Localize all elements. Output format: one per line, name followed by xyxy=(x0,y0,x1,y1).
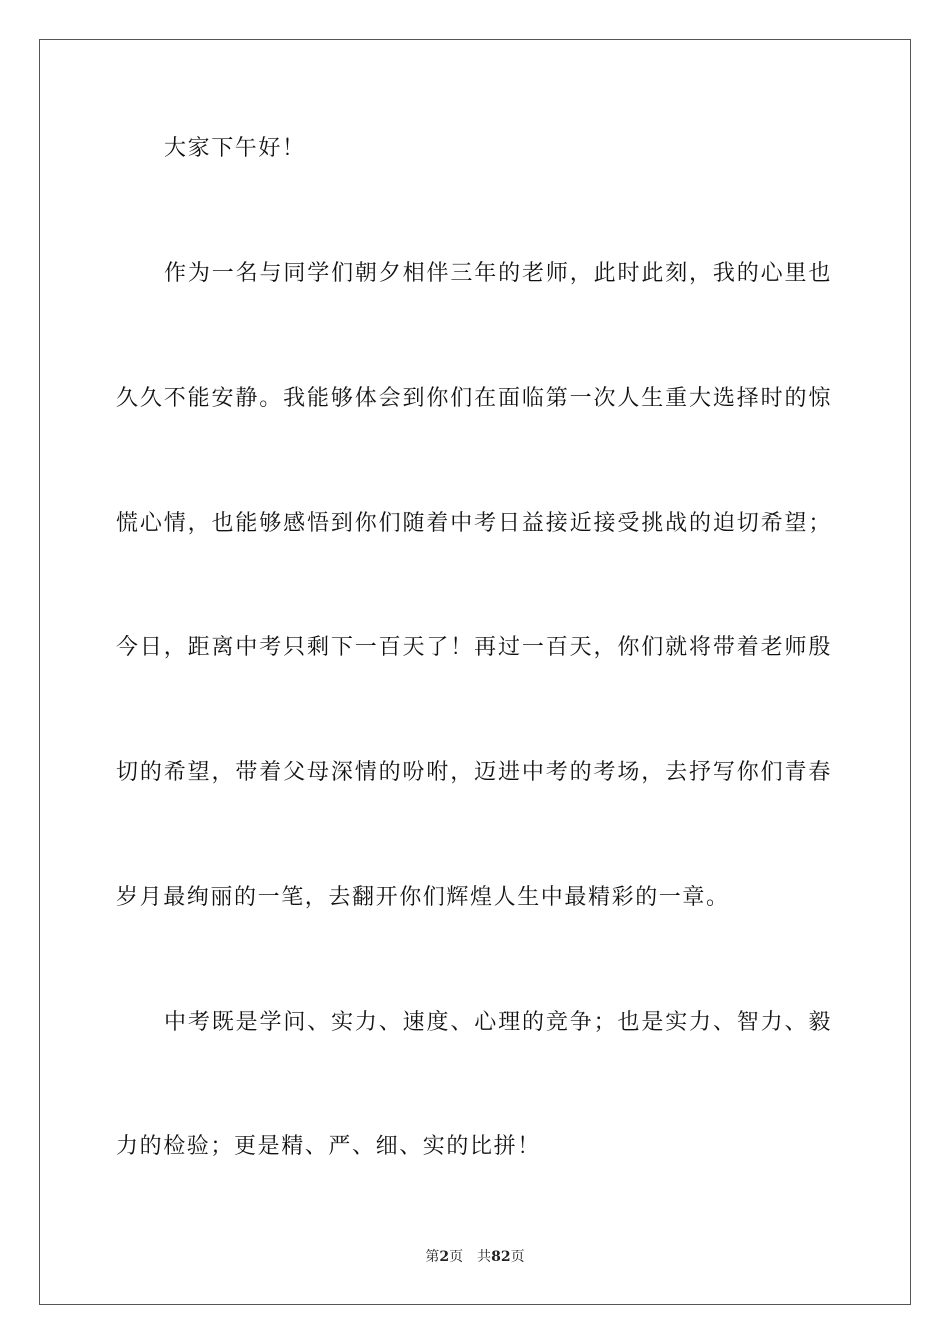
paragraph-2-line-5: 切的希望，带着父母深情的吩咐，迈进中考的考场，去抒写你们青春 xyxy=(116,760,832,785)
paragraph-2-line-4: 今日，距离中考只剩下一百天了！再过一百天，你们就将带着老师殷 xyxy=(116,635,832,660)
paragraph-1-line-1: 大家下午好！ xyxy=(164,136,306,161)
page-number: 2 xyxy=(439,1249,450,1265)
paragraph-3-line-2: 力的检验；更是精、严、细、实的比拼！ xyxy=(116,1134,541,1159)
page-border xyxy=(39,39,911,1305)
paragraph-2-line-3: 慌心情，也能够感悟到你们随着中考日益接近接受挑战的迫切希望； xyxy=(116,511,832,536)
total-prefix: 共 xyxy=(477,1249,492,1265)
total-suffix: 页 xyxy=(510,1249,525,1265)
paragraph-2-line-6: 岁月最绚丽的一笔，去翻开你们辉煌人生中最精彩的一章。 xyxy=(116,885,730,910)
page-prefix: 第 xyxy=(425,1249,440,1265)
page-suffix: 页 xyxy=(449,1249,464,1265)
paragraph-2-line-1: 作为一名与同学们朝夕相伴三年的老师，此时此刻，我的心里也 xyxy=(164,261,832,286)
page-footer xyxy=(0,1247,950,1267)
paragraph-3-line-1: 中考既是学问、实力、速度、心理的竞争；也是实力、智力、毅 xyxy=(164,1010,832,1035)
paragraph-2-line-2: 久久不能安静。我能够体会到你们在面临第一次人生重大选择时的惊 xyxy=(116,386,832,411)
total-pages: 82 xyxy=(491,1249,511,1265)
